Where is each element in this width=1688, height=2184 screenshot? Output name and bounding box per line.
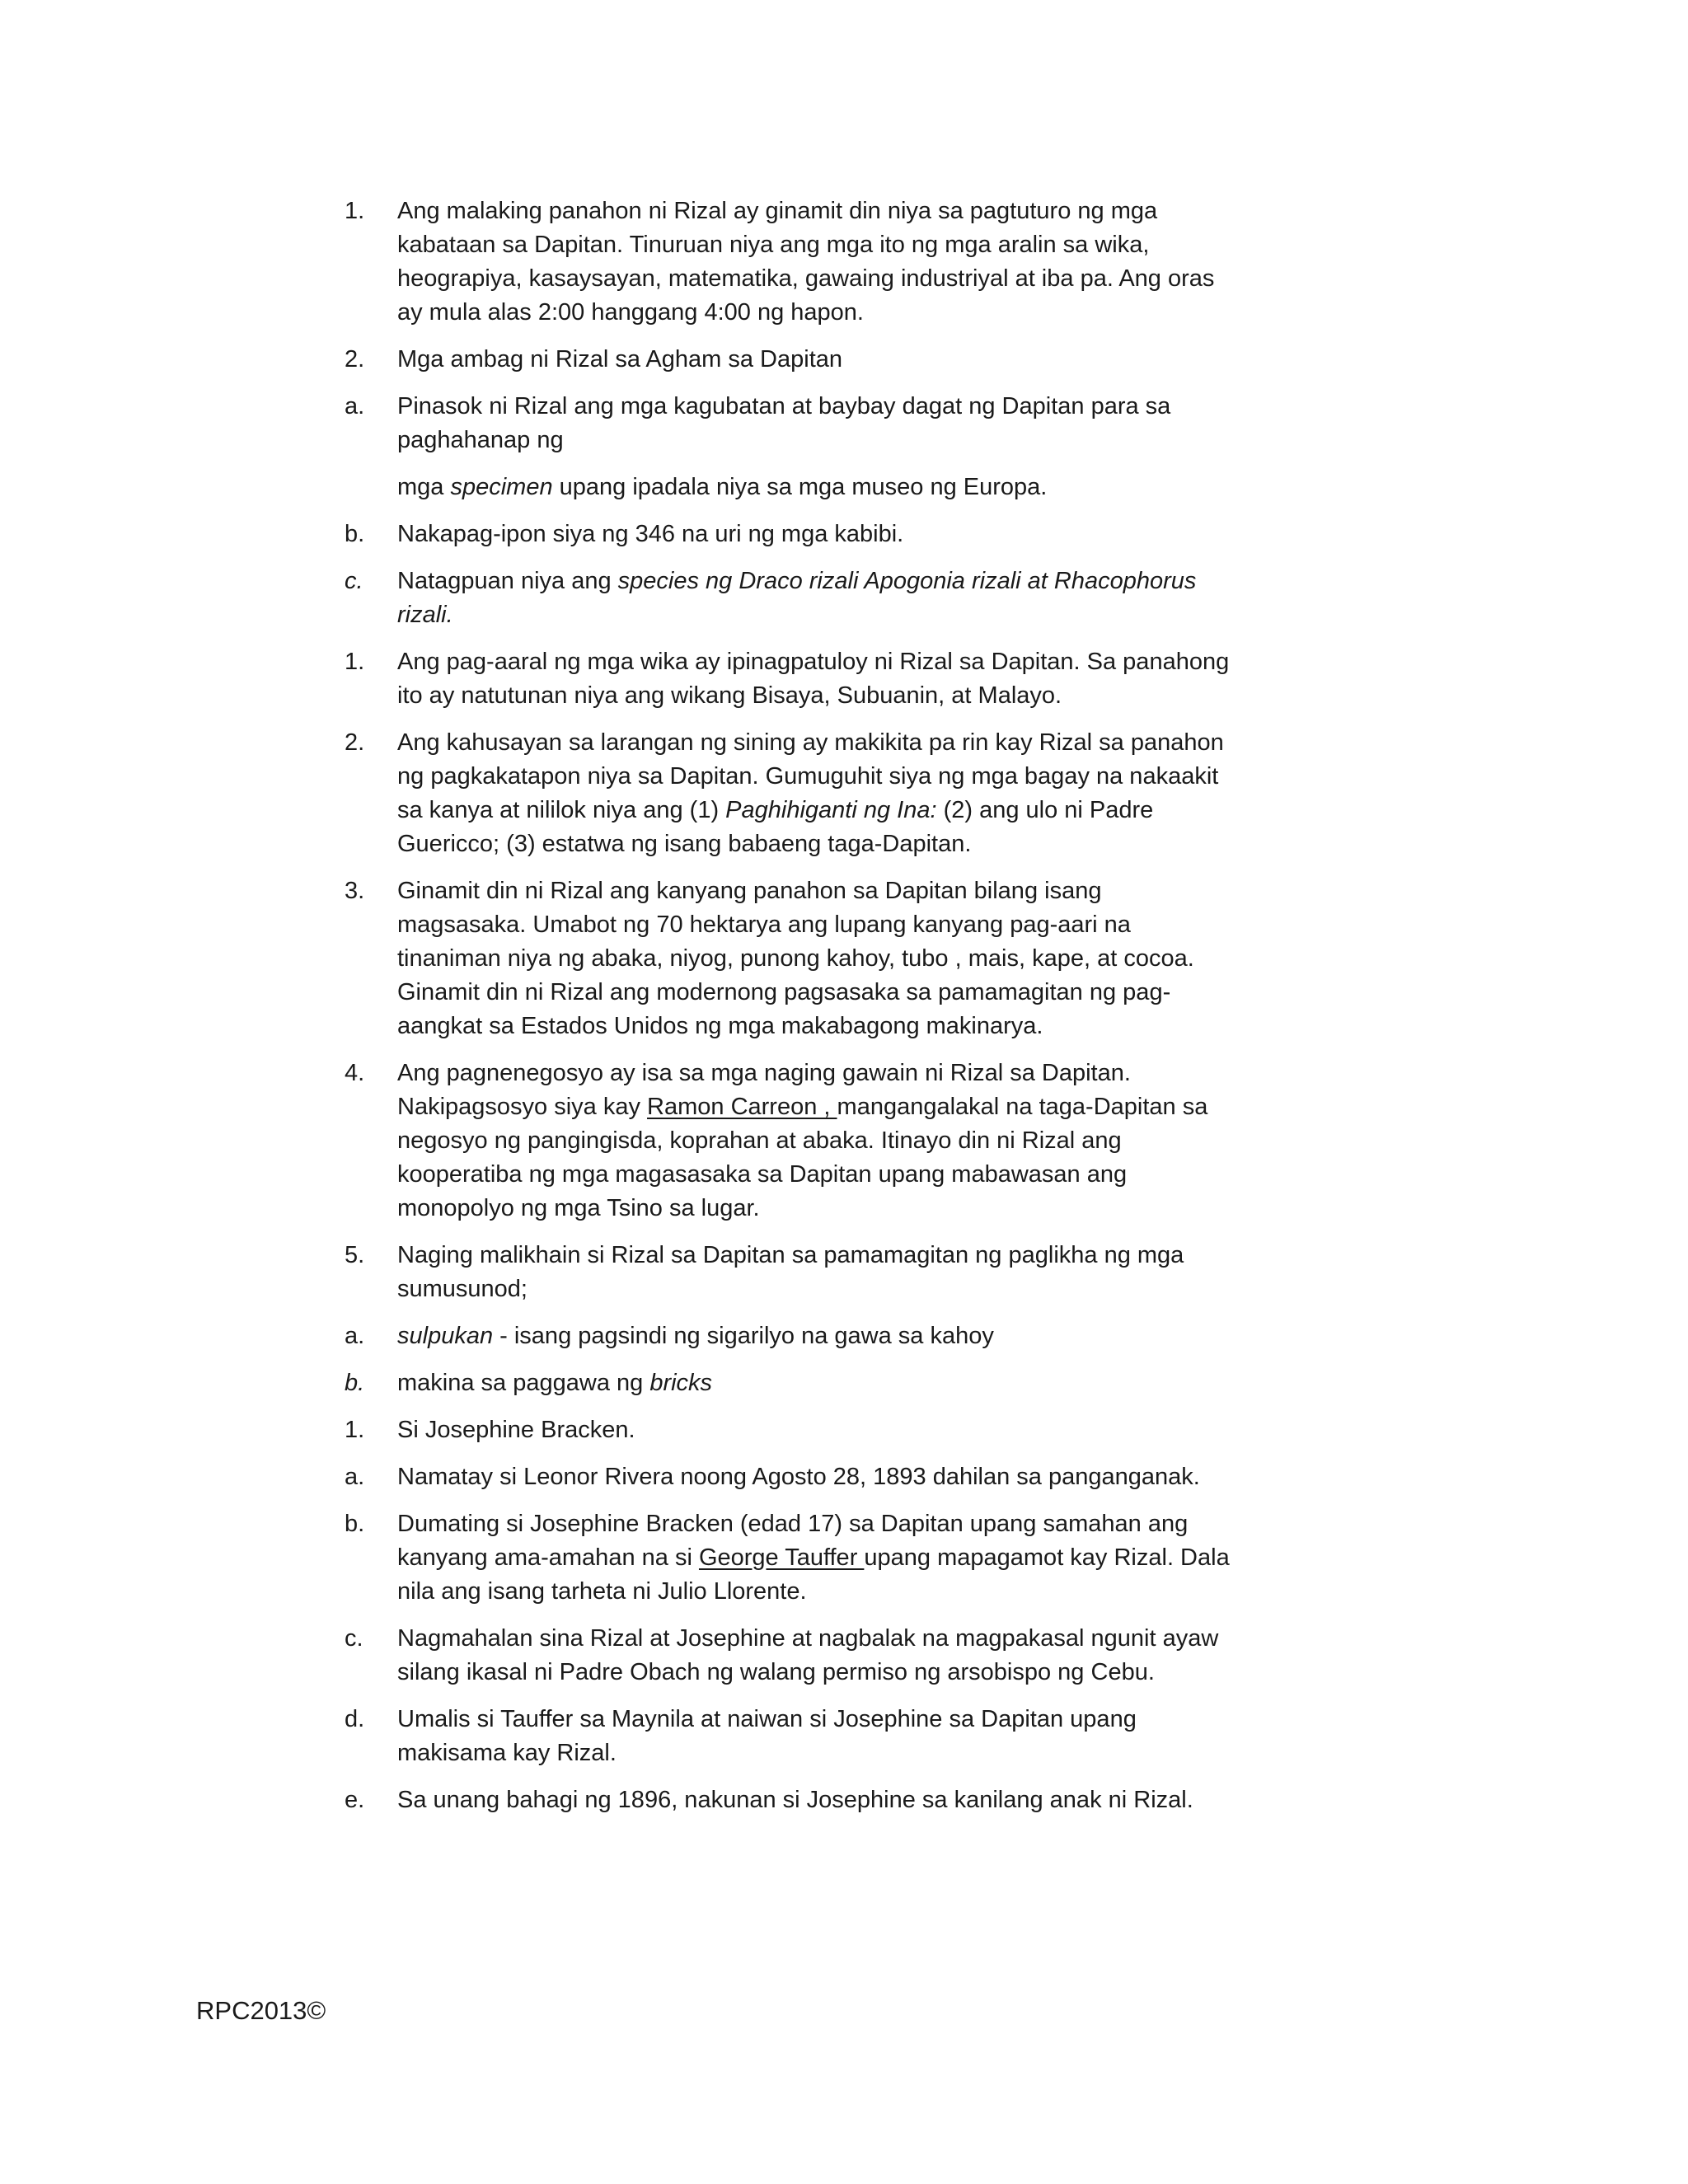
list-item-text: [397, 1460, 1235, 1494]
list-marker: 2.: [345, 729, 365, 756]
list-item: [345, 1622, 1235, 1690]
list-item-text: [397, 1783, 1235, 1817]
text-segment: George Tauffer: [698, 1544, 865, 1571]
list-marker: b.: [345, 1370, 365, 1396]
text-segment: mangangalakal na taga-Dapitan sa negosyo ng pangingisda, koprahan at abaka. Itinayo din ni Rizal ang kooperatiba ng mga magasasaka sa Dapitan upang mabawasan ang monopolyo ng mga Tsino sa lugar.: [397, 1094, 1208, 1221]
list-item: [345, 518, 1235, 551]
list-item-text: [397, 1413, 1235, 1447]
list-item-text: [397, 1703, 1235, 1770]
list-item-text: [397, 1622, 1235, 1690]
list-item: [345, 874, 1235, 1043]
list-item: [345, 1703, 1235, 1770]
list-item-text: [397, 518, 1235, 551]
text-segment: Paghihiganti ng Ina:: [725, 797, 937, 823]
copyright-footer: RPC2013©: [196, 1996, 326, 2025]
text-segment: upang mapagamot kay Rizal. Dala nila ang isang tarheta ni Julio Llorente.: [397, 1544, 1230, 1605]
list-marker: 4.: [345, 1060, 365, 1086]
text-segment: Dumating si Josephine Bracken (edad 17) sa Dapitan upang samahan ang kanyang ama-amahan na si: [397, 1511, 1189, 1571]
list-item-text: [397, 343, 1235, 377]
text-segment: Ginamit din ni Rizal ang kanyang panahon sa Dapitan bilang isang magsasaka. Umabot ng 70 hektarya ang lupang kanyang pag-aari na tinaniman niya ng abaka, niyog, punong kahoy, tubo , mais, kape, at cocoa. Ginamit din ni Rizal ang modernong pagsasaka sa pamamagitan ng pag-aangkat sa Estados Unidos ng mga makabagong makinarya.: [397, 878, 1194, 1039]
list-item: [345, 343, 1235, 377]
text-segment: Ang pagnenegosyo ay isa sa mga naging gawain ni Rizal sa Dapitan. Nakipagsosyo siya kay: [397, 1060, 1131, 1120]
list-item: [345, 1507, 1235, 1609]
list-item-text: [397, 1319, 1235, 1353]
list-item: [345, 1413, 1235, 1447]
list-marker: 1.: [345, 198, 365, 224]
text-segment: Pinasok ni Rizal ang mga kagubatan at baybay dagat ng Dapitan para sa paghahanap ng: [397, 393, 1171, 453]
list-marker: c.: [345, 568, 363, 594]
list-item: [345, 1366, 1235, 1400]
list-item: [345, 726, 1235, 861]
list-item: [345, 1783, 1235, 1817]
list-item: [345, 1319, 1235, 1353]
list-item-text: [397, 1057, 1235, 1226]
list-marker: 2.: [345, 346, 365, 373]
list-marker: b.: [345, 521, 365, 547]
text-segment: Ang pag-aaral ng mga wika ay ipinagpatuloy ni Rizal sa Dapitan. Sa panahong ito ay natutunan niya ang wikang Bisaya, Subuanin, at Malayo.: [397, 649, 1230, 709]
list-marker: e.: [345, 1787, 365, 1813]
list-marker: 1.: [345, 1417, 365, 1443]
list-item-text: [397, 1507, 1235, 1609]
list-marker: b.: [345, 1511, 365, 1537]
text-segment: Ramon Carreon ,: [647, 1094, 837, 1120]
list-item-continuation: [345, 471, 1235, 504]
list-item-text: [397, 194, 1235, 330]
list-marker: a.: [345, 1464, 365, 1490]
text-segment: Nagmahalan sina Rizal at Josephine at nagbalak na magpakasal ngunit ayaw silang ikasal ni Padre Obach ng walang permiso ng arsobispo ng Cebu.: [397, 1625, 1219, 1685]
text-segment: Ang kahusayan sa larangan ng sining ay makikita pa rin kay Rizal sa panahon ng pagkakatapon niya sa Dapitan. Gumuguhit siya ng mga bagay na nakaakit sa kanya at nililok niya ang (1): [397, 729, 1224, 823]
list-item: [345, 1460, 1235, 1494]
list-item: [345, 1057, 1235, 1226]
text-segment: Naging malikhain si Rizal sa Dapitan sa pamamagitan ng paglikha ng mga sumusunod;: [397, 1242, 1184, 1302]
text-segment: upang ipadala niya sa mga museo ng Europa.: [552, 474, 1048, 500]
list-item-text: [397, 1366, 1235, 1400]
list-marker: 5.: [345, 1242, 365, 1268]
list-item: [345, 645, 1235, 713]
text-segment: Si Josephine Bracken.: [397, 1417, 635, 1443]
list-item: [345, 390, 1235, 457]
list-item: [345, 565, 1235, 632]
content-list: [345, 194, 1235, 1830]
text-segment: specimen: [450, 474, 553, 500]
text-segment: Sa unang bahagi ng 1896, nakunan si Josephine sa kanilang anak ni Rizal.: [397, 1787, 1193, 1813]
list-marker: 1.: [345, 649, 365, 675]
list-marker: a.: [345, 1323, 365, 1349]
list-item-text: [397, 1239, 1235, 1306]
list-marker: 3.: [345, 878, 365, 904]
list-item-text: [397, 565, 1235, 632]
text-segment: - isang pagsindi ng sigarilyo na gawa sa kahoy: [493, 1323, 994, 1349]
text-segment: sulpukan: [397, 1323, 494, 1349]
list-item-text: [397, 645, 1235, 713]
text-segment: Ang malaking panahon ni Rizal ay ginamit din niya sa pagtuturo ng mga kabataan sa Dapitan. Tinuruan niya ang mga ito ng mga aralin sa wika, heograpiya, kasaysayan, matematika, gawaing industriyal at iba pa. Ang oras ay mula alas 2:00 hanggang 4:00 ng hapon.: [397, 198, 1215, 326]
list-item: [345, 194, 1235, 330]
list-item-text: [397, 390, 1235, 457]
text-segment: bricks: [649, 1370, 713, 1396]
text-segment: makina sa paggawa ng: [397, 1370, 650, 1396]
list-item: [345, 1239, 1235, 1306]
text-segment: Namatay si Leonor Rivera noong Agosto 28, 1893 dahilan sa panganganak.: [397, 1464, 1200, 1490]
list-item-text: [397, 726, 1235, 861]
text-segment: Natagpuan niya ang: [397, 568, 618, 594]
text-segment: species ng Draco rizali Apogonia rizali at Rhacophorus rizali.: [397, 568, 1197, 628]
text-segment: Nakapag-ipon siya ng 346 na uri ng mga kabibi.: [397, 521, 904, 547]
text-segment: Mga ambag ni Rizal sa Agham sa Dapitan: [397, 346, 843, 373]
list-marker: d.: [345, 1706, 365, 1732]
list-marker: a.: [345, 393, 365, 419]
list-marker: c.: [345, 1625, 363, 1652]
text-segment: Umalis si Tauffer sa Maynila at naiwan si Josephine sa Dapitan upang makisama kay Rizal.: [397, 1706, 1137, 1766]
list-item-text: [397, 874, 1235, 1043]
text-segment: mga: [397, 474, 451, 500]
text-segment: (2) ang ulo ni Padre Guericco; (3) estatwa ng isang babaeng taga-Dapitan.: [397, 797, 1154, 857]
